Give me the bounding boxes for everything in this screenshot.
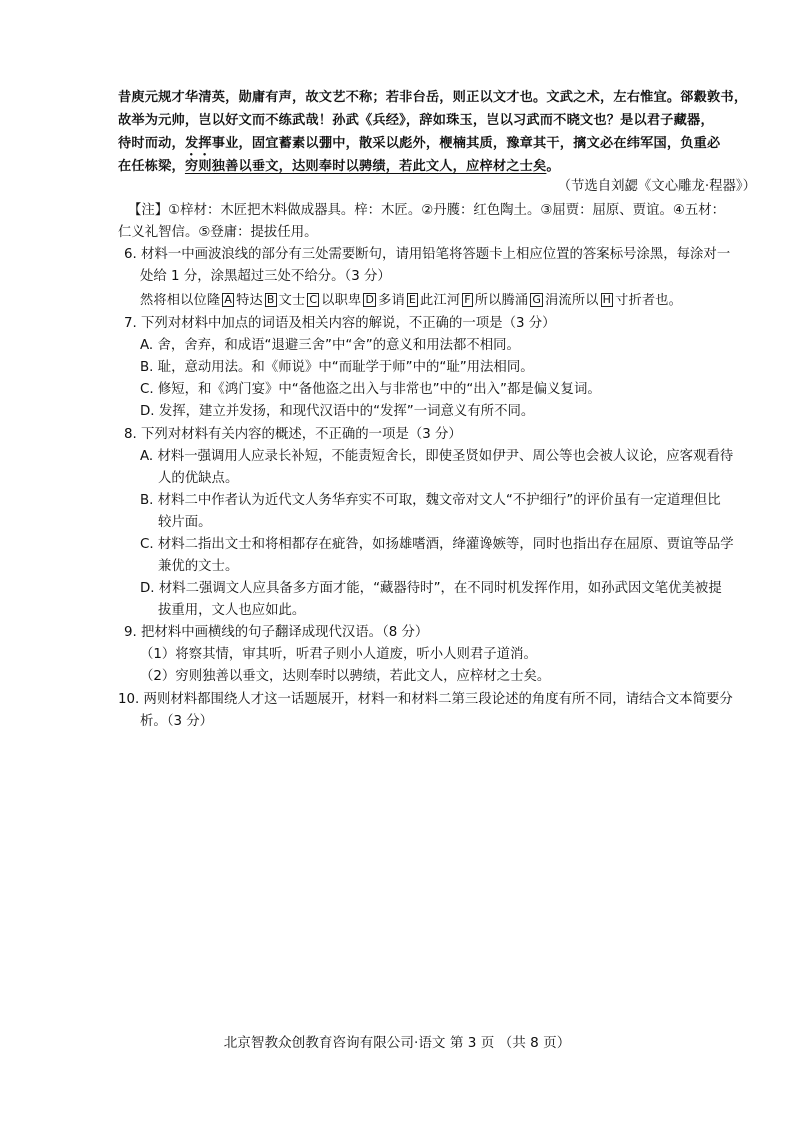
answer-box-a[interactable]: A: [224, 293, 233, 306]
answer-box-b[interactable]: B: [266, 293, 275, 306]
q6-segment: 所以腾涌: [474, 293, 529, 308]
passage-line-3-pre: 待时而动，: [118, 136, 185, 151]
underlined-sentence: 穷则独善以垂文，达则奉时以骋绩，若此文人，应梓材之士矣: [184, 159, 547, 174]
notes-line-2: 仁义礼智信。⑤登庸：提拔任用。: [118, 225, 318, 240]
q8-option-a-line-1: A. 材料一强调用人应录长补短，不能责短舍长，即使圣贤如伊尹、周公等也会被人议论，应客观看待: [140, 449, 734, 464]
q8-option-d-line-1: D. 材料二强调文人应具备多方面才能，“藏器待时”，在不同时机发挥作用，如孙武因文笔优美被提: [140, 581, 722, 596]
q8-stem: 8. 下列对材料有关内容的概述，不正确的一项是（3 分）: [124, 427, 462, 442]
q8-option-d-line-2: 拔重用，文人也应如此。: [158, 603, 306, 618]
q6-segment: 此江河: [420, 293, 461, 308]
passage-line-3-post: 事业，固宜蓄素以弸中，散采以彪外，楩楠其质，豫章其干，摛文必在纬军国，负重必: [211, 136, 721, 151]
q7-stem: 7. 下列对材料中加点的词语及相关内容的解说，不正确的一项是（3 分）: [124, 316, 556, 331]
passage-line-1: 昔庾元规才华清英，勋庸有声，故文艺不称；若非台岳，则正以文才也。文武之术，左右惟宜。郤縠敦书，: [118, 90, 748, 105]
q9-stem: 9. 把材料中画横线的句子翻译成现代汉语。（8 分）: [124, 625, 429, 640]
q7-option-b: B. 耻，意动用法。和《师说》中“而耻学于师”中的“耻”用法相同。: [140, 360, 534, 375]
answer-box-h[interactable]: H: [602, 293, 612, 306]
answer-box-g[interactable]: G: [532, 293, 542, 306]
q6-segment: 特达: [236, 293, 263, 308]
q6-segment: 以职卑: [321, 293, 362, 308]
q7-option-c: C. 修短，和《鸿门宴》中“备他盗之出入与非常也”中的“出入”都是偏义复词。: [140, 382, 601, 397]
q9-sentence-1: （1）将察其情，审其听，听君子则小人道废，听小人则君子道消。: [140, 647, 537, 662]
q10-stem-line-2: 析。（3 分）: [140, 714, 214, 729]
q6-stem-line-2: 处给 1 分，涂黑超过三处不给分。（3 分）: [140, 269, 391, 284]
q6-segment: 文士: [278, 293, 306, 308]
q8-option-a-line-2: 人的优缺点。: [158, 471, 239, 486]
passage-line-4-pre: 在任栋梁，: [118, 159, 185, 174]
answer-box-c[interactable]: C: [309, 293, 318, 306]
notes-line-1: 【注】①梓材：木匠把木料做成器具。梓：木匠。②丹臒：红色陶土。③屈贾：屈原、贾谊。④五材：: [128, 203, 726, 218]
q8-option-b-line-1: B. 材料二中作者认为近代文人务华弃实不可取，魏文帝对文人“不护细行”的评价虽有一定道理但比: [140, 493, 721, 508]
answer-box-d[interactable]: D: [365, 293, 375, 306]
page-footer: 北京智教众创教育咨询有限公司·语文 第 3 页 （共 8 页）: [223, 1035, 571, 1051]
passage-line-4-post: 。: [546, 159, 560, 174]
q6-sentence: [140, 290, 682, 312]
answer-box-e[interactable]: E: [408, 293, 417, 306]
passage-line-2: 故举为元帅，岂以好文而不练武哉！孙武《兵经》，辞如珠玉，岂以习武而不晓文也？是以君子藏器，: [118, 113, 714, 128]
q8-option-c-line-1: C. 材料二指出文士和将相都存在疵咎，如扬雄嗜酒，绛灌谗嫉等，同时也指出存在屈原、贾谊等品学: [140, 537, 734, 552]
q7-option-d: D. 发挥，建立并发扬，和现代汉语中的“发挥”一词意义有所不同。: [140, 404, 535, 419]
q6-stem-line-1: 6. 材料一中画波浪线的部分有三处需要断句，请用铅笔将答题卡上相应位置的答案标号涂黑，每涂对一: [124, 247, 731, 262]
passage-line-4: [118, 156, 560, 178]
answer-box-f[interactable]: F: [464, 293, 471, 306]
q7-option-a: A. 舍，舍弃，和成语“退避三舍”中“舍”的意义和用法都不相同。: [140, 338, 520, 353]
passage-source: （节选自刘勰《文心雕龙·程器》）: [557, 179, 756, 194]
dotted-word: 发挥: [184, 136, 212, 151]
q10-stem-line-1: 10. 两则材料都围绕人才这一话题展开，材料一和材料二第三段论述的角度有所不同，请结合文本简要分: [118, 692, 733, 707]
q6-segment: 然将相以位隆: [140, 293, 221, 308]
q6-segment: 多诮: [378, 293, 405, 308]
q8-option-c-line-2: 兼优的文士。: [158, 559, 239, 574]
q6-segment: 寸折者也。: [615, 293, 683, 308]
q6-segment: 涓流所以: [545, 293, 599, 308]
q9-sentence-2: （2）穷则独善以垂文，达则奉时以骋绩，若此文人，应梓材之士矣。: [140, 669, 551, 684]
q8-option-b-line-2: 较片面。: [158, 515, 212, 530]
